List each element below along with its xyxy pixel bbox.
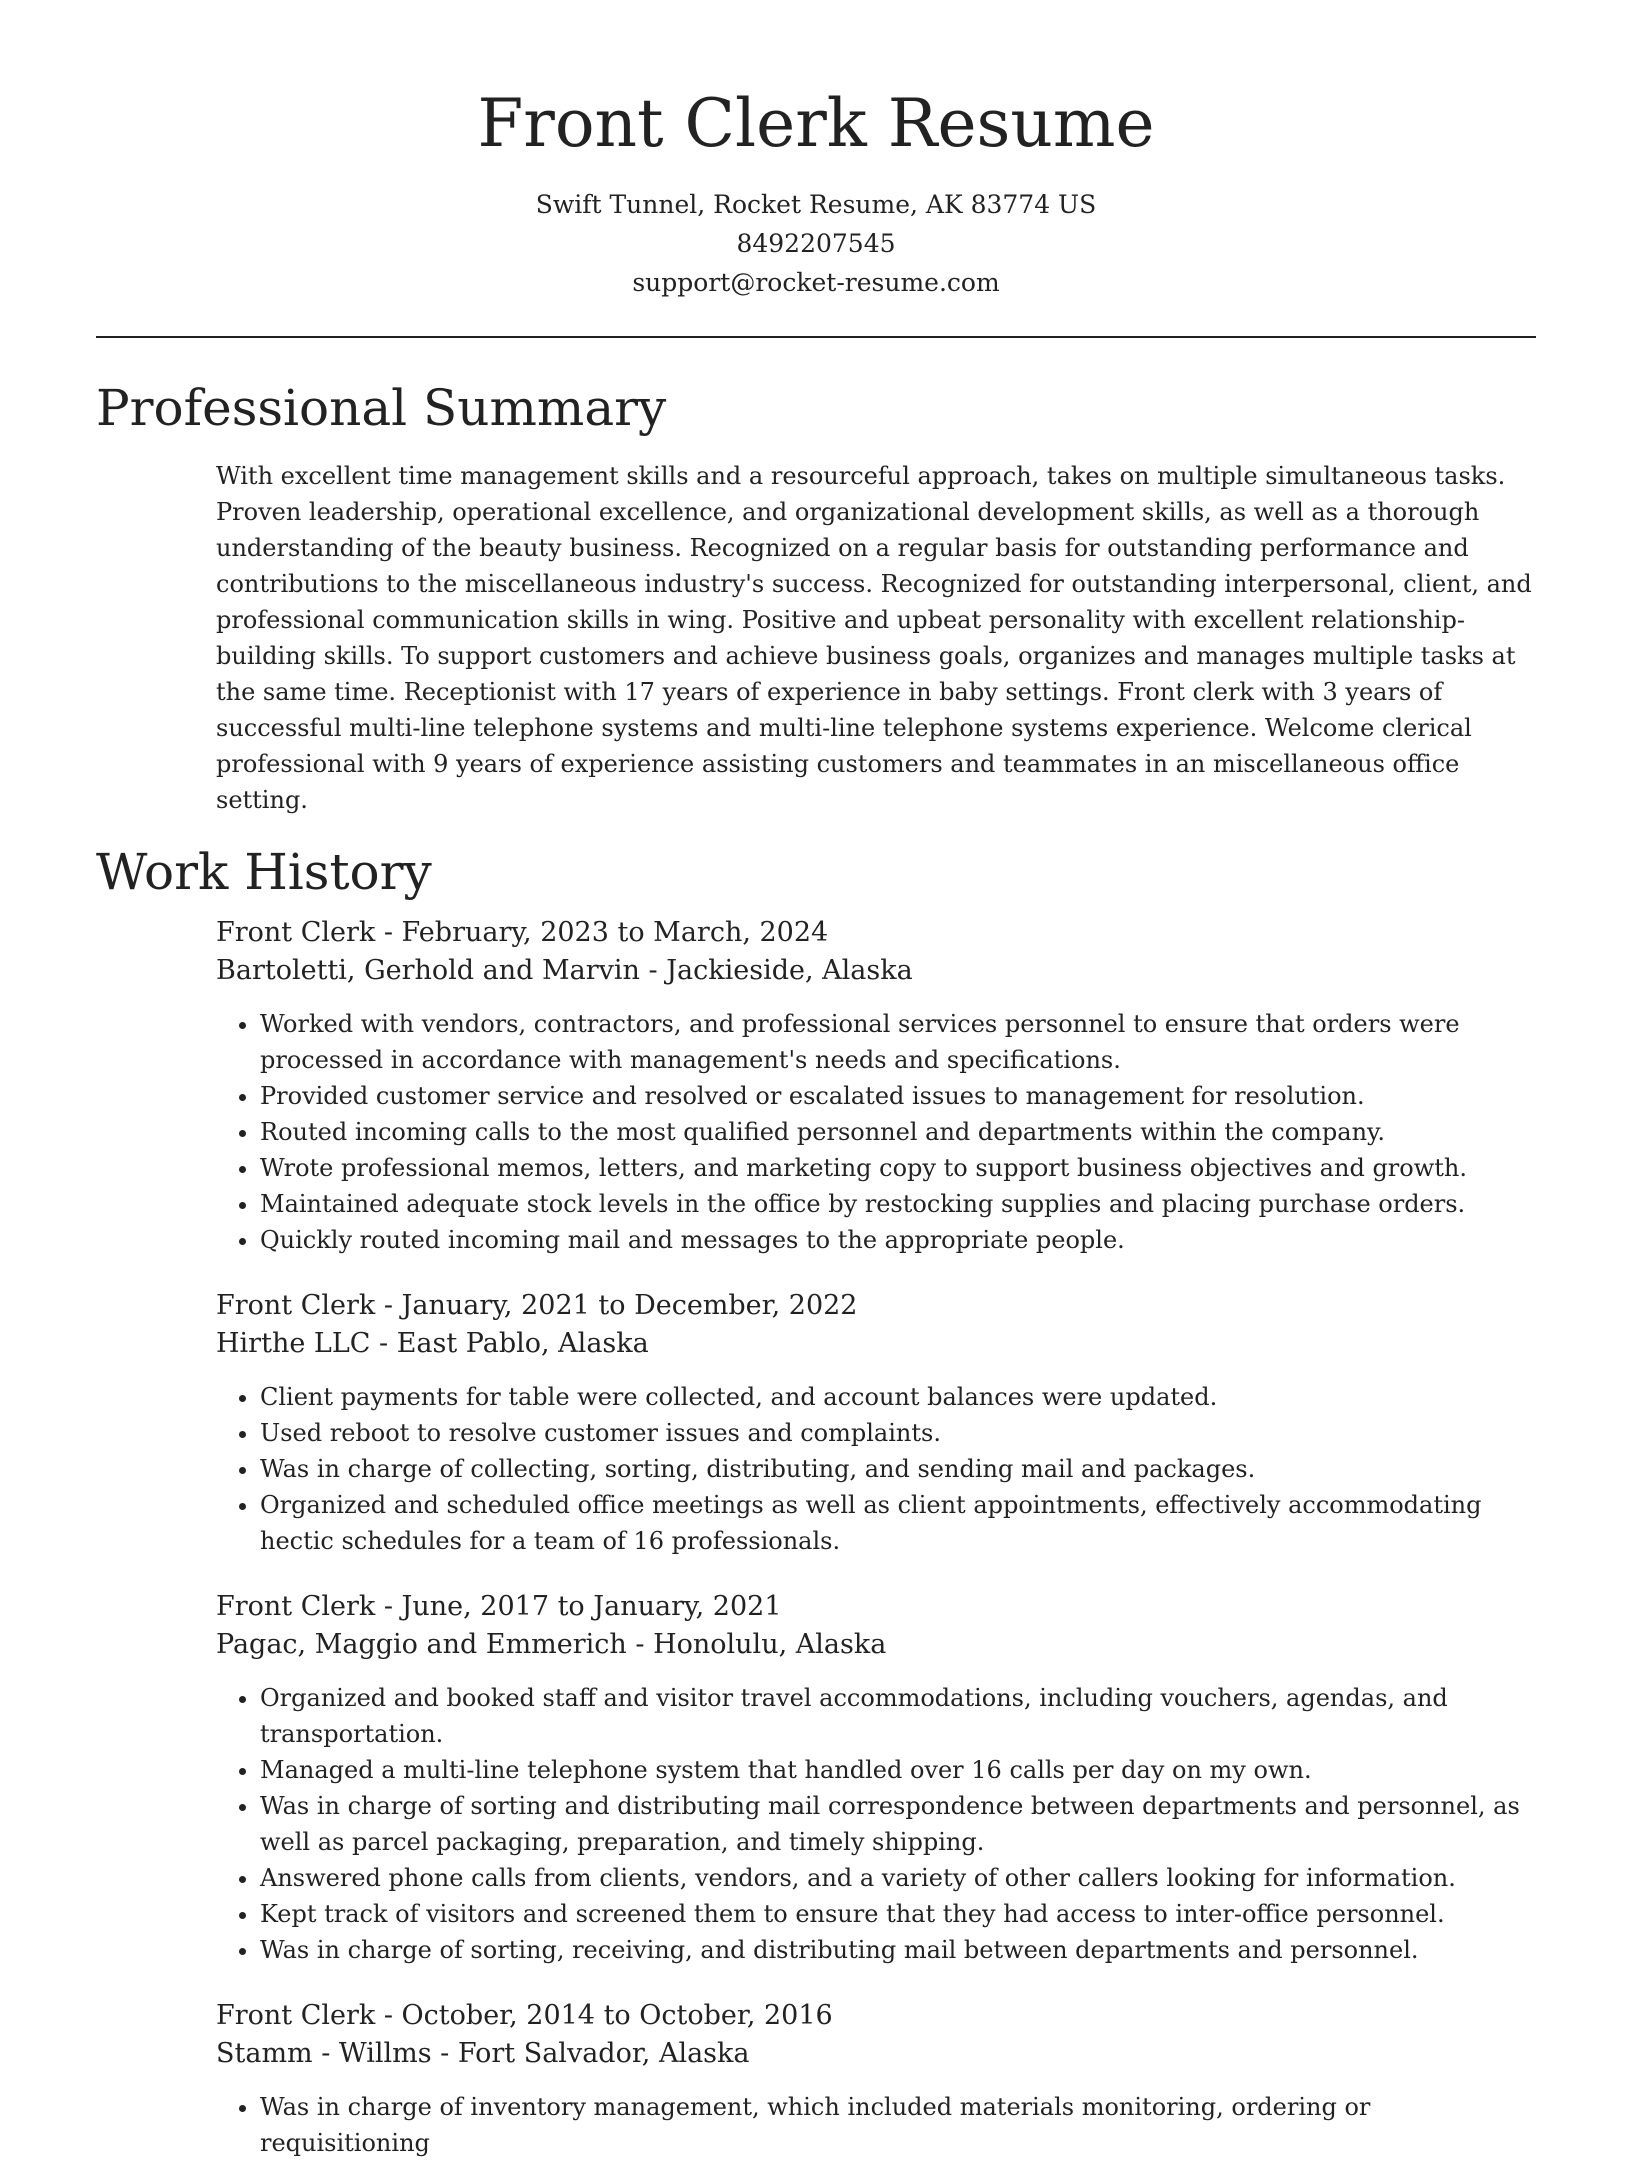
contact-address: Swift Tunnel, Rocket Resume, AK 83774 US bbox=[535, 190, 1097, 220]
job-bullet: • Maintained adequate stock levels in the office by restocking supplies and placing purchase orders. bbox=[260, 1186, 1536, 1222]
job-bullet: • Organized and booked staff and visitor travel accommodations, including vouchers, agendas, and transportation. bbox=[260, 1680, 1536, 1752]
job-bullet: • Managed a multi-line telephone system that handled over 16 calls per day on my own. bbox=[260, 1752, 1536, 1788]
contact-block bbox=[0, 185, 1632, 302]
page-title: Front Clerk Resume bbox=[477, 85, 1155, 162]
summary-heading: Professional Summary bbox=[96, 379, 667, 438]
job-company-line: Pagac, Maggio and Emmerich - Honolulu, Alaska bbox=[216, 1629, 887, 1661]
job-bullet: • Quickly routed incoming mail and messages to the appropriate people. bbox=[260, 1222, 1536, 1258]
job-bullet: • Used reboot to resolve customer issues and complaints. bbox=[260, 1415, 1536, 1451]
job-company-line: Hirthe LLC - East Pablo, Alaska bbox=[216, 1328, 649, 1360]
summary-text: With excellent time management skills and a resourceful approach, takes on multiple simultaneous tasks. Proven leadership, operational excellence, and organizational development skills, as well as a thorough understanding of the beauty business. Recognized on a regular basis for outstanding performance and contributions to the miscellaneous industry's success. Recognized for outstanding interpersonal, client, and professional communication skills in wing. Positive and upbeat personality with excellent relationship-building skills. To support customers and achieve business goals, organizes and manages multiple tasks at the same time. Receptionist with 17 years of experience in baby settings. Front clerk with 3 years of successful multi-line telephone systems and multi-line telephone systems experience. Welcome clerical professional with 9 years of experience assisting customers and teammates in an miscellaneous office setting. bbox=[216, 462, 1532, 815]
contact-phone: 8492207545 bbox=[736, 229, 896, 259]
job-bullet-list bbox=[216, 1379, 1536, 1559]
job-bullet: • Was in charge of collecting, sorting, distributing, and sending mail and packages. bbox=[260, 1451, 1536, 1487]
job-bullet: • Organized and scheduled office meetings as well as client appointments, effectively accommodating hectic schedules for a team of 16 professionals. bbox=[260, 1487, 1536, 1559]
job-bullet: • Routed incoming calls to the most qualified personnel and departments within the company. bbox=[260, 1114, 1536, 1150]
job-bullet: • Was in charge of sorting, receiving, and distributing mail between departments and personnel. bbox=[260, 1932, 1536, 1968]
job-bullet: • Was in charge of inventory management, which included materials monitoring, ordering or requisitioning bbox=[260, 2089, 1536, 2161]
work-history-list bbox=[216, 914, 1536, 2161]
job-bullet: • Provided customer service and resolved or escalated issues to management for resolution. bbox=[260, 1078, 1536, 1114]
header-divider bbox=[96, 336, 1536, 338]
job-bullet: • Kept track of visitors and screened them to ensure that they had access to inter-office personnel. bbox=[260, 1896, 1536, 1932]
job-bullet: • Worked with vendors, contractors, and professional services personnel to ensure that orders were processed in accordance with management's needs and specifications. bbox=[260, 1006, 1536, 1078]
job-title-line: Front Clerk - January, 2021 to December, 2022 bbox=[216, 1290, 858, 1322]
job-bullet-list bbox=[216, 1006, 1536, 1258]
job-bullet: • Client payments for table were collected, and account balances were updated. bbox=[260, 1379, 1536, 1415]
job-entry bbox=[216, 1287, 1536, 1559]
job-entry bbox=[216, 914, 1536, 1258]
resume-header bbox=[0, 0, 1632, 302]
job-entry bbox=[216, 1997, 1536, 2161]
job-title-line: Front Clerk - February, 2023 to March, 2024 bbox=[216, 917, 829, 949]
job-company-line: Bartoletti, Gerhold and Marvin - Jackieside, Alaska bbox=[216, 955, 913, 987]
job-title-line: Front Clerk - June, 2017 to January, 2021 bbox=[216, 1591, 782, 1623]
job-company-line: Stamm - Willms - Fort Salvador, Alaska bbox=[216, 2038, 750, 2070]
job-bullet-list bbox=[216, 1680, 1536, 1968]
job-bullet: • Wrote professional memos, letters, and marketing copy to support business objectives and growth. bbox=[260, 1150, 1536, 1186]
job-bullet: • Answered phone calls from clients, vendors, and a variety of other callers looking for information. bbox=[260, 1860, 1536, 1896]
job-bullet-list bbox=[216, 2089, 1536, 2161]
job-title-line: Front Clerk - October, 2014 to October, 2016 bbox=[216, 2000, 833, 2032]
contact-email: support@rocket-resume.com bbox=[632, 268, 1000, 298]
work-history-heading: Work History bbox=[96, 843, 432, 902]
job-bullet: • Was in charge of sorting and distributing mail correspondence between departments and personnel, as well as parcel packaging, preparation, and timely shipping. bbox=[260, 1788, 1536, 1860]
job-entry bbox=[216, 1588, 1536, 1968]
